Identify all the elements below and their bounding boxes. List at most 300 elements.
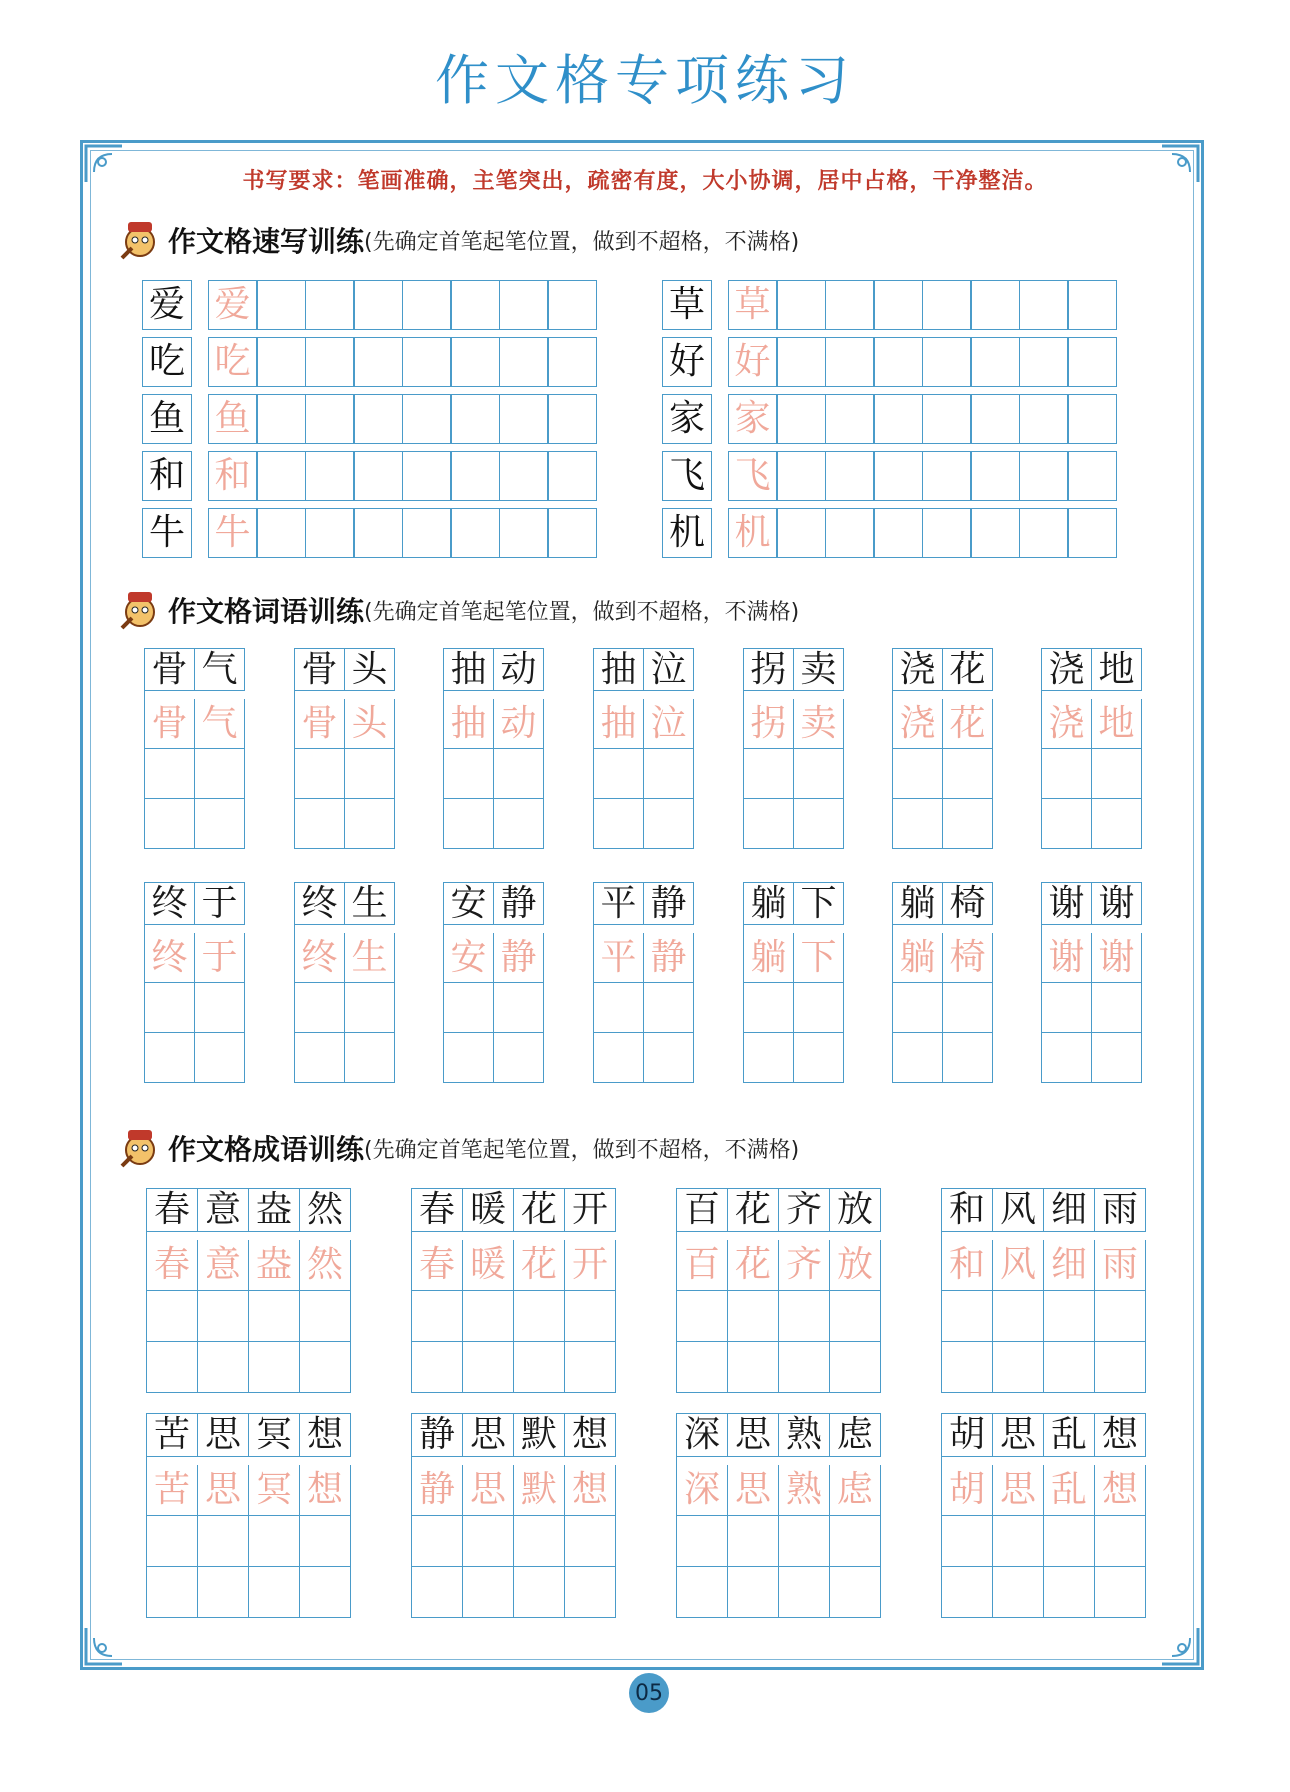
trace-char: 想 (565, 1465, 616, 1516)
writing-cell (145, 799, 195, 849)
model-char: 胡 (942, 1414, 993, 1457)
model-char: 骨 (145, 649, 195, 691)
practice-block (1041, 882, 1142, 1083)
trace-char: 花 (514, 1240, 565, 1291)
trace-char: 拐 (744, 699, 794, 749)
corner-ornament-icon (82, 1598, 152, 1668)
writing-cell (499, 337, 549, 387)
trace-char: 动 (494, 699, 544, 749)
speed-row (142, 280, 597, 330)
model-char: 虑 (830, 1414, 881, 1457)
writing-cell (922, 508, 972, 558)
writing-cell (412, 1516, 463, 1567)
writing-cell (305, 280, 355, 330)
trace-char: 花 (728, 1240, 779, 1291)
model-char: 抽 (444, 649, 494, 691)
writing-cell (345, 1033, 395, 1083)
writing-cell (1044, 1567, 1095, 1618)
trace-char: 春 (147, 1240, 198, 1291)
writing-cell (794, 749, 844, 799)
practice-block (941, 1188, 1146, 1393)
trace-char: 意 (198, 1240, 249, 1291)
writing-cell (402, 337, 452, 387)
writing-cell (1092, 799, 1142, 849)
trace-char: 下 (794, 933, 844, 983)
trace-char: 浇 (1042, 699, 1092, 749)
writing-cell (450, 451, 500, 501)
model-char: 风 (993, 1189, 1044, 1232)
writing-cell (147, 1342, 198, 1393)
trace-char: 安 (444, 933, 494, 983)
writing-cell (1042, 799, 1092, 849)
model-char: 意 (198, 1189, 249, 1232)
section-header-speed (118, 218, 799, 262)
trace-char: 静 (412, 1465, 463, 1516)
mascot-icon (118, 218, 162, 262)
writing-cell (249, 1342, 300, 1393)
model-char: 气 (195, 649, 245, 691)
writing-cell (450, 337, 500, 387)
practice-block (144, 882, 245, 1083)
writing-cell (1042, 983, 1092, 1033)
trace-char: 好 (728, 337, 778, 387)
trace-char: 气 (195, 699, 245, 749)
writing-cell (412, 1291, 463, 1342)
model-char: 想 (565, 1414, 616, 1457)
writing-cell (353, 394, 403, 444)
model-char: 爱 (142, 280, 192, 330)
writing-cell (873, 394, 923, 444)
trace-char: 抽 (444, 699, 494, 749)
model-char: 终 (295, 883, 345, 925)
writing-cell (1092, 749, 1142, 799)
writing-cell (1067, 394, 1117, 444)
writing-cell (942, 1516, 993, 1567)
model-char: 思 (993, 1414, 1044, 1457)
writing-cell (412, 1567, 463, 1618)
writing-cell (195, 983, 245, 1033)
model-char: 冥 (249, 1414, 300, 1457)
section-title: 作文格成语训练 (168, 1133, 365, 1166)
writing-cell (677, 1342, 728, 1393)
writing-cell (1067, 508, 1117, 558)
model-char: 花 (514, 1189, 565, 1232)
trace-char: 平 (594, 933, 644, 983)
trace-char: 于 (195, 933, 245, 983)
writing-cell (970, 280, 1020, 330)
trace-char: 骨 (295, 699, 345, 749)
writing-cell (728, 1342, 779, 1393)
trace-char: 想 (300, 1465, 351, 1516)
model-char: 鱼 (142, 394, 192, 444)
writing-cell (305, 337, 355, 387)
trace-char: 吃 (208, 337, 258, 387)
model-char: 然 (300, 1189, 351, 1232)
writing-cell (295, 749, 345, 799)
writing-cell (1095, 1567, 1146, 1618)
writing-cell (970, 394, 1020, 444)
writing-cell (444, 1033, 494, 1083)
trace-char: 和 (942, 1240, 993, 1291)
model-char: 春 (147, 1189, 198, 1232)
writing-cell (1019, 394, 1069, 444)
writing-cell (195, 1033, 245, 1083)
practice-block (411, 1413, 616, 1618)
writing-cell (547, 394, 597, 444)
writing-cell (825, 337, 875, 387)
writing-cell (1092, 1033, 1142, 1083)
writing-cell (943, 749, 993, 799)
writing-cell (444, 983, 494, 1033)
writing-cell (993, 1291, 1044, 1342)
trace-char: 放 (830, 1240, 881, 1291)
model-char: 于 (195, 883, 245, 925)
writing-cell (794, 799, 844, 849)
practice-block (1041, 648, 1142, 849)
trace-char: 百 (677, 1240, 728, 1291)
writing-cell (494, 983, 544, 1033)
writing-cell (145, 983, 195, 1033)
practice-block (892, 648, 993, 849)
trace-char: 然 (300, 1240, 351, 1291)
speed-row (142, 337, 597, 387)
model-char: 齐 (779, 1189, 830, 1232)
model-char: 深 (677, 1414, 728, 1457)
writing-cell (300, 1342, 351, 1393)
writing-cell (776, 280, 826, 330)
section-header-words (118, 588, 799, 632)
writing-cell (873, 337, 923, 387)
practice-block (294, 882, 395, 1083)
trace-char: 家 (728, 394, 778, 444)
writing-cell (514, 1291, 565, 1342)
trace-char: 暖 (463, 1240, 514, 1291)
mascot-icon (118, 588, 162, 632)
writing-cell (256, 337, 306, 387)
writing-cell (893, 749, 943, 799)
trace-char: 想 (1095, 1465, 1146, 1516)
writing-cell (1019, 337, 1069, 387)
writing-cell (412, 1342, 463, 1393)
model-char: 下 (794, 883, 844, 925)
trace-char: 谢 (1042, 933, 1092, 983)
practice-block (146, 1413, 351, 1618)
model-char: 想 (300, 1414, 351, 1457)
trace-char: 胡 (942, 1465, 993, 1516)
trace-char: 春 (412, 1240, 463, 1291)
trace-char: 爱 (208, 280, 258, 330)
trace-char: 风 (993, 1240, 1044, 1291)
trace-char: 静 (494, 933, 544, 983)
writing-cell (1095, 1516, 1146, 1567)
writing-cell (825, 280, 875, 330)
trace-char: 抽 (594, 699, 644, 749)
trace-char: 熟 (779, 1465, 830, 1516)
writing-cell (942, 1291, 993, 1342)
writing-cell (644, 749, 694, 799)
writing-cell (450, 508, 500, 558)
writing-cell (893, 1033, 943, 1083)
writing-cell (776, 337, 826, 387)
writing-cell (922, 394, 972, 444)
section-title: 作文格速写训练 (168, 225, 365, 258)
trace-char: 花 (943, 699, 993, 749)
model-char: 苦 (147, 1414, 198, 1457)
trace-char: 默 (514, 1465, 565, 1516)
model-char: 椅 (943, 883, 993, 925)
practice-block (593, 648, 694, 849)
practice-block (443, 648, 544, 849)
writing-cell (943, 799, 993, 849)
writing-cell (1095, 1291, 1146, 1342)
writing-cell (198, 1516, 249, 1567)
writing-cell (402, 451, 452, 501)
practice-block (743, 882, 844, 1083)
writing-cell (494, 799, 544, 849)
writing-cell (499, 451, 549, 501)
writing-cell (195, 749, 245, 799)
trace-char: 思 (993, 1465, 1044, 1516)
writing-cell (728, 1516, 779, 1567)
trace-char: 齐 (779, 1240, 830, 1291)
practice-block (941, 1413, 1146, 1618)
model-char: 吃 (142, 337, 192, 387)
speed-row (662, 394, 1117, 444)
writing-cell (198, 1567, 249, 1618)
writing-cell (249, 1291, 300, 1342)
trace-char: 细 (1044, 1240, 1095, 1291)
trace-char: 乱 (1044, 1465, 1095, 1516)
writing-cell (873, 451, 923, 501)
model-char: 乱 (1044, 1414, 1095, 1457)
model-char: 浇 (893, 649, 943, 691)
trace-char: 躺 (893, 933, 943, 983)
writing-cell (825, 451, 875, 501)
writing-cell (1042, 749, 1092, 799)
trace-char: 椅 (943, 933, 993, 983)
writing-cell (942, 1567, 993, 1618)
trace-char: 浇 (893, 699, 943, 749)
writing-cell (1044, 1342, 1095, 1393)
writing-cell (644, 1033, 694, 1083)
writing-cell (353, 337, 403, 387)
writing-cell (779, 1516, 830, 1567)
trace-char: 牛 (208, 508, 258, 558)
trace-char: 思 (463, 1465, 514, 1516)
writing-cell (779, 1342, 830, 1393)
section-note: (先确定首笔起笔位置，做到不超格，不满格) (364, 599, 800, 625)
writing-cell (547, 451, 597, 501)
section-header-idioms (118, 1126, 799, 1170)
writing-cell (677, 1291, 728, 1342)
writing-cell (825, 394, 875, 444)
writing-cell (499, 280, 549, 330)
writing-cell (1067, 280, 1117, 330)
model-char: 安 (444, 883, 494, 925)
section-title: 作文格词语训练 (168, 595, 365, 628)
writing-cell (514, 1342, 565, 1393)
writing-cell (305, 451, 355, 501)
model-char: 草 (662, 280, 712, 330)
writing-cell (728, 1567, 779, 1618)
writing-cell (295, 1033, 345, 1083)
model-char: 雨 (1095, 1189, 1146, 1232)
model-char: 拐 (744, 649, 794, 691)
writing-cell (198, 1291, 249, 1342)
writing-cell (249, 1567, 300, 1618)
writing-cell (794, 1033, 844, 1083)
writing-cell (345, 983, 395, 1033)
model-char: 花 (728, 1189, 779, 1232)
writing-cell (922, 280, 972, 330)
writing-cell (776, 508, 826, 558)
model-char: 思 (198, 1414, 249, 1457)
writing-cell (830, 1342, 881, 1393)
model-char: 平 (594, 883, 644, 925)
writing-cell (830, 1516, 881, 1567)
practice-block (146, 1188, 351, 1393)
writing-cell (1067, 337, 1117, 387)
writing-cell (256, 508, 306, 558)
trace-char: 深 (677, 1465, 728, 1516)
writing-cell (943, 1033, 993, 1083)
practice-block (892, 882, 993, 1083)
writing-cell (402, 280, 452, 330)
trace-char: 泣 (644, 699, 694, 749)
model-char: 地 (1092, 649, 1142, 691)
writing-cell (444, 799, 494, 849)
writing-cell (514, 1567, 565, 1618)
writing-cell (922, 337, 972, 387)
writing-cell (195, 799, 245, 849)
writing-cell (494, 749, 544, 799)
writing-cell (830, 1291, 881, 1342)
writing-cell (893, 799, 943, 849)
model-char: 泣 (644, 649, 694, 691)
model-char: 浇 (1042, 649, 1092, 691)
writing-cell (300, 1291, 351, 1342)
trace-char: 头 (345, 699, 395, 749)
writing-cell (677, 1516, 728, 1567)
model-char: 静 (644, 883, 694, 925)
model-char: 飞 (662, 451, 712, 501)
trace-char: 机 (728, 508, 778, 558)
trace-char: 开 (565, 1240, 616, 1291)
model-char: 花 (943, 649, 993, 691)
model-char: 骨 (295, 649, 345, 691)
trace-char: 鱼 (208, 394, 258, 444)
writing-cell (779, 1291, 830, 1342)
model-char: 细 (1044, 1189, 1095, 1232)
writing-cell (873, 508, 923, 558)
practice-block (411, 1188, 616, 1393)
writing-cell (499, 508, 549, 558)
writing-cell (198, 1342, 249, 1393)
writing-cell (970, 508, 1020, 558)
writing-cell (993, 1567, 1044, 1618)
writing-cell (993, 1516, 1044, 1567)
model-char: 盎 (249, 1189, 300, 1232)
writing-cell (1095, 1342, 1146, 1393)
trace-char: 冥 (249, 1465, 300, 1516)
model-char: 谢 (1042, 883, 1092, 925)
model-char: 躺 (744, 883, 794, 925)
writing-cell (463, 1567, 514, 1618)
model-char: 和 (942, 1189, 993, 1232)
practice-block (676, 1188, 881, 1393)
speed-row (662, 508, 1117, 558)
practice-block (593, 882, 694, 1083)
writing-cell (776, 394, 826, 444)
trace-char: 苦 (147, 1465, 198, 1516)
model-char: 百 (677, 1189, 728, 1232)
model-char: 暖 (463, 1189, 514, 1232)
writing-cell (256, 394, 306, 444)
writing-cell (147, 1567, 198, 1618)
writing-cell (353, 451, 403, 501)
speed-row (142, 451, 597, 501)
writing-cell (256, 451, 306, 501)
writing-cell (1019, 508, 1069, 558)
model-char: 生 (345, 883, 395, 925)
writing-cell (565, 1516, 616, 1567)
writing-cell (565, 1567, 616, 1618)
trace-char: 静 (644, 933, 694, 983)
practice-block (676, 1413, 881, 1618)
section-note: (先确定首笔起笔位置，做到不超格，不满格) (364, 1137, 800, 1163)
speed-row (662, 337, 1117, 387)
model-char: 默 (514, 1414, 565, 1457)
model-char: 家 (662, 394, 712, 444)
writing-cell (594, 749, 644, 799)
writing-cell (728, 1291, 779, 1342)
writing-cell (744, 799, 794, 849)
trace-char: 终 (295, 933, 345, 983)
writing-cell (1067, 451, 1117, 501)
writing-cell (942, 1342, 993, 1393)
writing-cell (565, 1342, 616, 1393)
writing-cell (514, 1516, 565, 1567)
model-char: 思 (463, 1414, 514, 1457)
trace-char: 地 (1092, 699, 1142, 749)
speed-row (662, 451, 1117, 501)
writing-cell (744, 749, 794, 799)
writing-cell (305, 394, 355, 444)
writing-cell (147, 1291, 198, 1342)
trace-char: 卖 (794, 699, 844, 749)
writing-cell (145, 749, 195, 799)
section-note: (先确定首笔起笔位置，做到不超格，不满格) (364, 229, 800, 255)
writing-cell (970, 451, 1020, 501)
model-char: 想 (1095, 1414, 1146, 1457)
writing-requirement: 书写要求：笔画准确，主笔突出，疏密有度，大小协调，居中占格，干净整洁。 (242, 168, 1048, 194)
model-char: 春 (412, 1189, 463, 1232)
writing-cell (970, 337, 1020, 387)
writing-cell (1019, 280, 1069, 330)
writing-cell (402, 394, 452, 444)
trace-char: 骨 (145, 699, 195, 749)
model-char: 终 (145, 883, 195, 925)
model-char: 头 (345, 649, 395, 691)
writing-cell (345, 749, 395, 799)
writing-cell (450, 280, 500, 330)
writing-cell (450, 394, 500, 444)
writing-cell (1092, 983, 1142, 1033)
model-char: 动 (494, 649, 544, 691)
model-char: 静 (494, 883, 544, 925)
writing-cell (830, 1567, 881, 1618)
writing-cell (565, 1291, 616, 1342)
